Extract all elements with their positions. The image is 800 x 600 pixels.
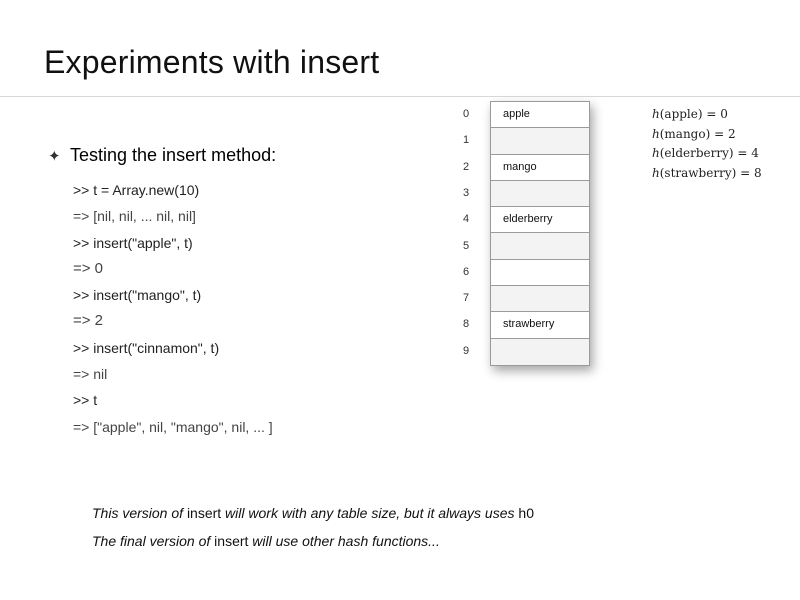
title-divider xyxy=(0,96,800,97)
code-line: => 0 xyxy=(73,259,104,277)
table-index: 5 xyxy=(463,239,470,252)
bullet-text: Testing the insert method: xyxy=(70,145,277,165)
hash-table-cells xyxy=(490,101,590,366)
table-index: 3 xyxy=(463,186,470,199)
note-line xyxy=(92,503,534,531)
slide-notes xyxy=(92,503,534,559)
table-index: 4 xyxy=(463,213,470,226)
formula-function: h xyxy=(652,165,660,180)
formula-argument: (apple) xyxy=(659,107,703,121)
code-line: >> t = Array.new(10) xyxy=(73,182,200,198)
formula-function: h xyxy=(652,146,660,160)
table-cell: strawberry xyxy=(491,312,589,338)
note-code: h0 xyxy=(518,505,534,521)
table-cell: elderberry xyxy=(491,207,589,233)
note-text: The final version of xyxy=(92,533,215,549)
note-line xyxy=(92,531,534,559)
table-index: 9 xyxy=(463,344,470,357)
formula-result: = 0 xyxy=(702,107,728,121)
bullet-item xyxy=(48,145,276,166)
table-cell xyxy=(491,260,589,286)
code-line: => 2 xyxy=(73,312,104,330)
code-transcript xyxy=(73,181,273,444)
hash-formula xyxy=(652,125,762,145)
table-cell xyxy=(491,286,589,312)
formula-result: = 2 xyxy=(710,126,736,141)
formula-result: = 4 xyxy=(733,146,759,160)
formula-function: h xyxy=(652,126,660,141)
table-index: 6 xyxy=(463,265,470,278)
code-line: => [nil, nil, ... nil, nil] xyxy=(73,208,196,225)
table-cell: apple xyxy=(491,102,589,128)
note-code: insert xyxy=(186,505,222,521)
formula-argument: (mango) xyxy=(659,126,711,141)
formula-argument: (elderberry) xyxy=(659,146,734,160)
table-index: 0 xyxy=(463,108,470,120)
note-text: will work with any table size, but it always uses xyxy=(221,505,519,521)
table-cell xyxy=(491,181,589,207)
hash-formula xyxy=(652,144,762,164)
hash-formula xyxy=(652,105,762,125)
code-line: => nil xyxy=(73,366,108,383)
note-text: will use other hash functions... xyxy=(248,533,440,549)
code-line: => ["apple", nil, "mango", nil, ... ] xyxy=(73,418,273,435)
table-index: 7 xyxy=(463,292,470,305)
hash-formula xyxy=(652,164,762,184)
slide-title: Experiments with insert xyxy=(44,44,380,80)
formula-result: = 8 xyxy=(736,165,762,180)
code-line: >> insert("cinnamon", t) xyxy=(73,339,220,356)
star-bullet-icon: ✦ xyxy=(48,147,61,165)
table-cell xyxy=(491,233,589,259)
note-text: This version of xyxy=(92,505,187,521)
formula-argument: (strawberry) xyxy=(659,165,737,180)
table-index: 8 xyxy=(463,318,470,331)
hash-formulas xyxy=(652,105,762,183)
formula-function: h xyxy=(652,107,660,121)
table-index: 1 xyxy=(463,134,470,147)
code-line: >> t xyxy=(73,392,98,409)
table-cell xyxy=(491,128,589,154)
table-index: 2 xyxy=(463,160,470,173)
code-line: >> insert("mango", t) xyxy=(73,287,202,304)
table-cell: mango xyxy=(491,155,589,181)
note-code: insert xyxy=(214,533,249,549)
table-cell xyxy=(491,339,589,365)
code-line: >> insert("apple", t) xyxy=(73,234,193,251)
